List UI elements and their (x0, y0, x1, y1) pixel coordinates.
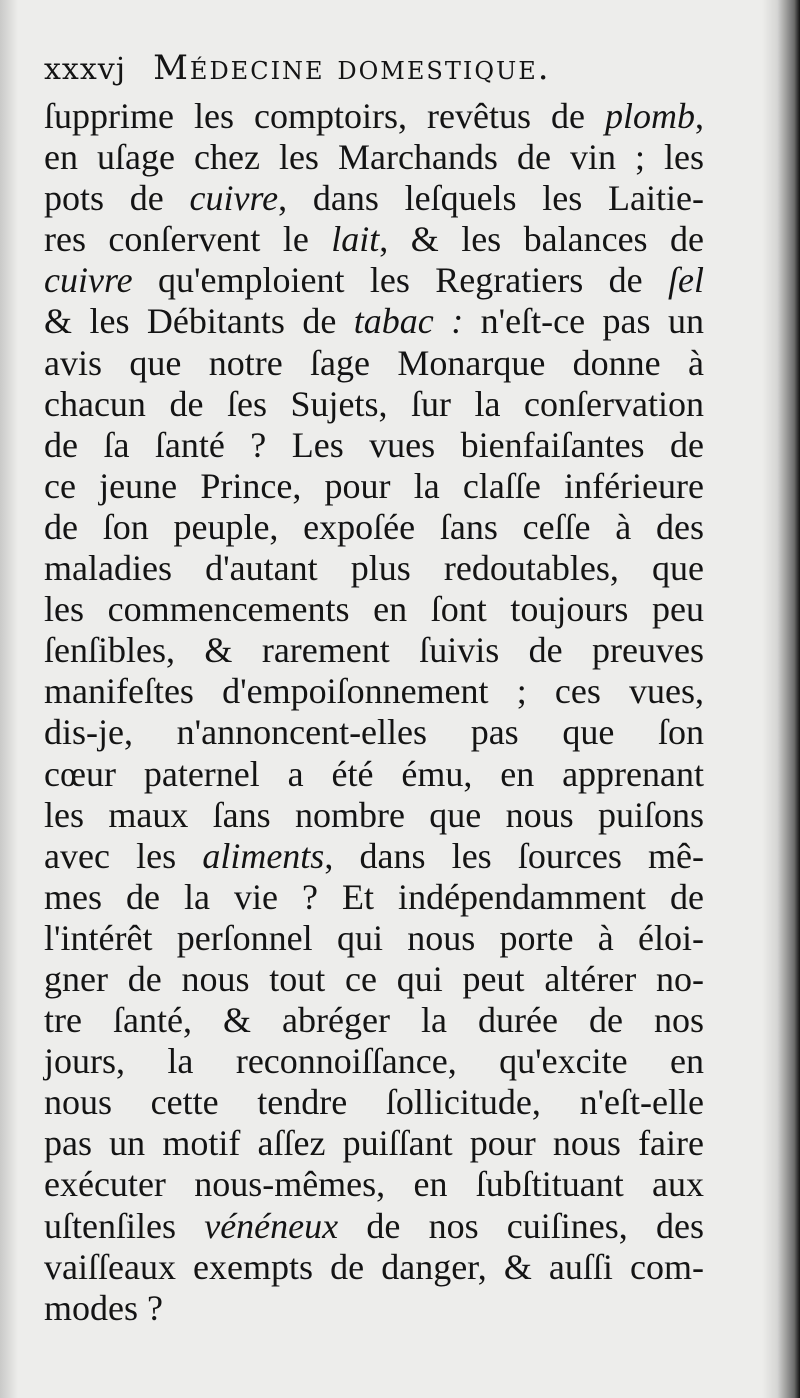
text-segment: gner de nous tout ce qui peut altérer no- (44, 958, 704, 999)
text-segment: modes ? (44, 1287, 163, 1328)
text-segment: tre ſanté, & abréger la durée de nos (44, 1000, 704, 1041)
text-line (44, 754, 704, 795)
text-segment: en uſage chez les Marchands de vin ; les (44, 137, 704, 178)
text-segment: n'eſt-ce pas un (463, 301, 704, 342)
text-segment: les maux ſans nombre que nous puiſons (44, 794, 704, 835)
italic-word: vénéneux (204, 1205, 339, 1246)
text-line (44, 1206, 704, 1247)
italic-word: plomb (605, 96, 695, 136)
text-segment: de ſa ſanté ? Les vues bienfaiſantes de (44, 424, 704, 465)
text-segment: cœur paternel a été ému, en apprenant (44, 753, 704, 794)
text-line (44, 507, 704, 548)
text-segment: qu'emploient les Regratiers de (132, 260, 669, 301)
text-line (44, 178, 704, 219)
text-segment: les commencements en ſont toujours peu (44, 589, 704, 630)
text-line (44, 1000, 704, 1041)
text-line (44, 425, 704, 466)
text-segment: manifeſtes d'empoiſonnement ; ces vues, (44, 671, 704, 712)
text-line (44, 959, 704, 1000)
text-segment: ſenſibles, & rarement ſuivis de preuves (44, 630, 704, 671)
text-line (44, 466, 704, 507)
text-line (44, 384, 704, 425)
text-segment: , dans les ſources mê- (324, 835, 704, 876)
text-segment: pots de (44, 178, 190, 219)
text-segment: avec les (44, 835, 203, 876)
text-line (44, 795, 704, 836)
text-line (44, 918, 704, 959)
italic-word: ſel (668, 260, 704, 301)
text-segment: avis que notre ſage Monarque donne à (44, 342, 704, 383)
text-line (44, 877, 704, 918)
text-segment: res conſervent le (44, 219, 332, 260)
running-head (44, 48, 744, 88)
text-line (44, 1164, 704, 1205)
italic-word: cuivre (44, 260, 133, 301)
text-line (44, 548, 704, 589)
italic-word: tabac : (353, 301, 464, 342)
text-segment: & les Débitants de (44, 301, 354, 342)
text-segment: mes de la vie ? Et indépendamment de (44, 876, 704, 917)
text-segment: uſtenſiles (44, 1205, 205, 1246)
text-line (44, 301, 704, 342)
text-segment: vaiſſeaux exempts de danger, & auſſi com- (44, 1246, 704, 1287)
text-segment: exécuter nous-mêmes, en ſubſtituant aux (44, 1164, 704, 1205)
text-segment: dis-je, n'annoncent-elles pas que ſon (44, 712, 704, 753)
text-segment: pas un motif aſſez puiſſant pour nous faire (44, 1123, 704, 1164)
text-segment: maladies d'autant plus redoutables, que (44, 548, 704, 589)
italic-word: cuivre (189, 178, 279, 219)
text-segment: de nos cuiſines, des (338, 1205, 704, 1246)
text-line (44, 343, 704, 384)
running-title: Médecine domestique. (153, 48, 551, 88)
text-line (44, 137, 704, 178)
text-segment: de ſon peuple, expoſée ſans ceſſe à des (44, 506, 704, 547)
text-segment: ce jeune Prince, pour la claſſe inférieure (44, 465, 704, 506)
body-text (44, 96, 704, 1329)
text-line (44, 836, 704, 877)
page-number: xxxvj (44, 52, 127, 87)
text-segment: , (695, 96, 704, 136)
text-line (44, 1082, 704, 1123)
text-line (44, 1123, 704, 1164)
italic-word: aliments (202, 835, 325, 876)
text-line (44, 1041, 704, 1082)
italic-word: lait (331, 219, 380, 260)
text-line (44, 219, 704, 260)
text-segment: , & les balances de (379, 219, 704, 260)
text-line (44, 1247, 704, 1288)
text-line (44, 712, 704, 753)
text-segment: nous cette tendre ſollicitude, n'eſt-elle (44, 1082, 704, 1123)
text-line (44, 589, 704, 630)
text-line (44, 1288, 704, 1329)
text-line (44, 671, 704, 712)
text-segment: l'intérêt perſonnel qui nous porte à éloi- (44, 917, 704, 958)
text-line (44, 630, 704, 671)
text-line (44, 96, 704, 137)
text-segment: jours, la reconnoiſſance, qu'excite en (44, 1041, 704, 1082)
text-segment: chacun de ſes Sujets, ſur la conſervation (44, 383, 704, 424)
text-segment: , dans leſquels les Laitie- (278, 178, 704, 219)
text-line (44, 260, 704, 301)
text-segment: ſupprime les comptoirs, revêtus de (44, 96, 605, 136)
